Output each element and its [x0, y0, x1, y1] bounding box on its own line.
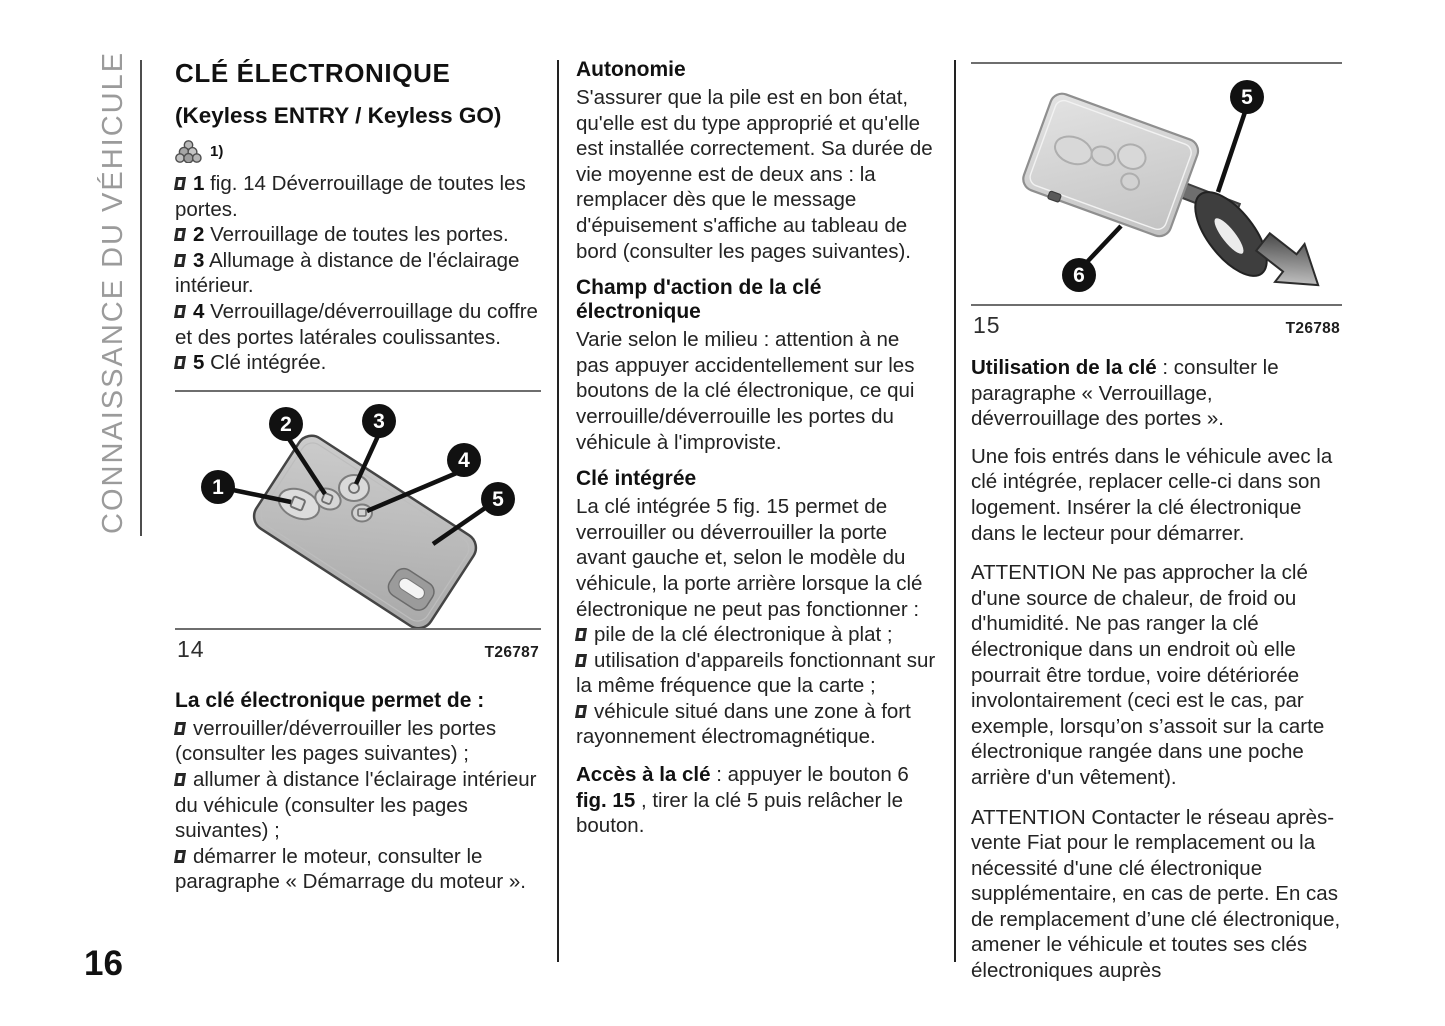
- svg-text:2: 2: [280, 412, 292, 436]
- body-paragraph: Une fois entrés dans le véhicule avec la clé intégrée, replacer celle-ci dans son logement. Insérer la clé électronique dans le lecteur pour démarrer.: [971, 444, 1333, 545]
- svg-text:4: 4: [458, 448, 470, 472]
- permits-item: allumer à distance l'éclairage intérieur du véhicule (consulter les pages suivantes) ;: [175, 767, 537, 843]
- key-function-item: 2 Verrouillage de toutes les portes.: [175, 222, 541, 248]
- square-bullet-icon: [174, 773, 186, 786]
- integrated-key-list: [576, 622, 937, 750]
- svg-text:3: 3: [373, 409, 385, 433]
- range-text: Varie selon le milieu : attention à ne pas appuyer accidentellement sur les boutons de la clé électronique, ce qui verrouille/déverrouille les portes du véhicule à l'improviste.: [576, 328, 915, 454]
- page-subtitle: (Keyless ENTRY / Keyless GO): [175, 103, 502, 128]
- key-function-item: 4 Verrouillage/déverrouillage du coffre et des portes latérales coulissantes.: [175, 299, 538, 349]
- figure-bottom-rule: [971, 304, 1342, 306]
- sidebar-rule: [140, 60, 142, 536]
- square-bullet-icon: [575, 628, 587, 641]
- square-bullet-icon: [174, 850, 186, 863]
- svg-text:6: 6: [1073, 264, 1085, 287]
- callout-5: [1230, 80, 1264, 114]
- gravel-pile-icon: [175, 139, 202, 163]
- integrated-key-item: véhicule situé dans une zone à fort rayonnement électromagnétique.: [576, 699, 911, 749]
- figure-14-image: [175, 392, 541, 628]
- range-heading: Champ d'action de la clé électronique: [576, 276, 822, 324]
- figure-number: 14: [177, 635, 205, 662]
- integrated-key-heading: Clé intégrée: [576, 467, 697, 491]
- key-usage-text: Utilisation de la clé : consulter le paragraphe « Verrouillage, déverrouillage des portes ».: [971, 356, 1279, 431]
- page-title: CLÉ ÉLECTRONIQUE: [175, 58, 451, 88]
- callout-5: [481, 482, 515, 516]
- key-function-item: 3 Allumage à distance de l'éclairage intérieur.: [175, 248, 520, 298]
- svg-text:5: 5: [1241, 86, 1253, 109]
- figure-15: [971, 62, 1342, 339]
- figure-number: 15: [973, 312, 1001, 338]
- key-function-item: 1 fig. 14 Déverrouillage de toutes les portes.: [175, 172, 526, 221]
- square-bullet-icon: [174, 356, 186, 369]
- figure-code: T26787: [484, 643, 539, 661]
- permits-heading: La clé électronique permet de :: [175, 688, 485, 712]
- key-card: [1019, 90, 1201, 241]
- figure-15-image: [971, 64, 1342, 304]
- figure-14-caption: [177, 636, 539, 663]
- integrated-key-item: utilisation d'appareils fonctionnant sur la même fréquence que la carte ;: [576, 648, 936, 698]
- footnote-number: 1): [210, 142, 224, 160]
- body-paragraph: ATTENTION Ne pas approcher la clé d'une source de chaleur, de froid ou d'humidité. Ne pas ranger la clé électronique dans un endroit où elle pourrait être tordue, voire détériorée involontairement (ceci est le cas, par exemple, lorsqu’on s’assoit sur la carte électronique rangée dans une poche arrière d'un vêtement).: [971, 561, 1325, 789]
- column-divider: [557, 60, 559, 962]
- chapter-sidebar-label: CONNAISSANCE DU VÉHICULE: [97, 50, 129, 534]
- callout-2: [269, 407, 303, 441]
- column-2: [576, 56, 937, 839]
- permits-list: [175, 716, 541, 895]
- footnote-marker-row: [175, 139, 541, 163]
- square-bullet-icon: [174, 305, 186, 318]
- figure-bottom-rule: [175, 628, 541, 630]
- svg-text:5: 5: [492, 487, 504, 511]
- autonomy-text: S'assurer que la pile est en bon état, qu'elle est du type approprié et qu'elle est installée correctement. Sa durée de vie moyenne est de deux ans : la remplacer dès que le message d'épuisement s'affiche au tableau de bord (consulter les pages suivantes).: [576, 86, 933, 263]
- callout-6: [1062, 258, 1096, 292]
- figure-15-caption: [973, 312, 1340, 339]
- key-access-text: Accès à la clé : appuyer le bouton 6 fig. 15 , tirer la clé 5 puis relâcher le bouton.: [576, 763, 909, 838]
- column-3: [971, 50, 1342, 998]
- integrated-key-text: La clé intégrée 5 fig. 15 permet de verrouiller ou déverrouiller la porte avant gauche et, selon le modèle du véhicule, la porte arrière lorsque la clé électronique ne peut pas fonctionner :: [576, 495, 923, 621]
- key-function-item: 5 Clé intégrée.: [175, 350, 541, 376]
- callout-1: [201, 470, 235, 504]
- figure-14: [175, 390, 541, 663]
- square-bullet-icon: [174, 254, 186, 267]
- integrated-key-item: pile de la clé électronique à plat ;: [576, 622, 937, 648]
- key-functions-list: [175, 171, 541, 376]
- column-divider: [954, 60, 956, 962]
- square-bullet-icon: [575, 654, 587, 667]
- square-bullet-icon: [174, 722, 186, 735]
- permits-item: démarrer le moteur, consulter le paragraphe « Démarrage du moteur ».: [175, 844, 526, 894]
- square-bullet-icon: [174, 177, 186, 190]
- svg-text:1: 1: [212, 475, 224, 499]
- column-3-paragraphs: [971, 444, 1342, 984]
- square-bullet-icon: [575, 705, 587, 718]
- figure-code: T26788: [1285, 320, 1340, 337]
- square-bullet-icon: [174, 228, 186, 241]
- permits-item: verrouiller/déverrouiller les portes (consulter les pages suivantes) ;: [175, 716, 497, 766]
- page-number: 16: [84, 944, 123, 983]
- callout-4: [447, 443, 481, 477]
- autonomy-heading: Autonomie: [576, 58, 686, 81]
- callout-3: [362, 404, 396, 438]
- body-paragraph: ATTENTION Contacter le réseau après-vente Fiat pour le remplacement ou la nécessité d'une clé électronique supplémentaire, en cas de perte. En cas de remplacement d’une clé électronique, amener le véhicule et toutes ses clés électroniques auprès: [971, 805, 1341, 983]
- column-1: [175, 56, 541, 895]
